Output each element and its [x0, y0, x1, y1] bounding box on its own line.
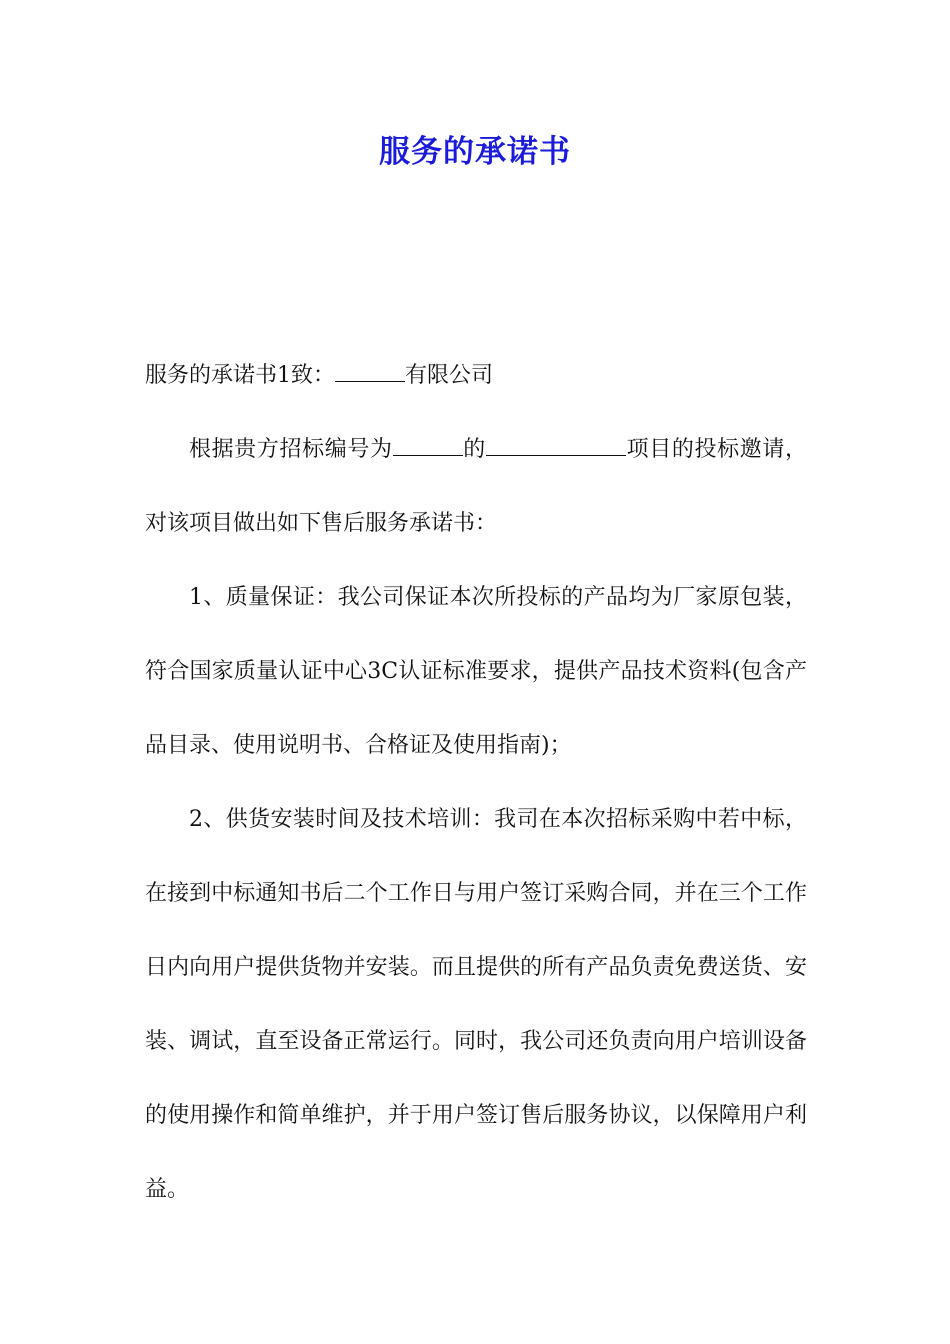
- tender-number-blank: [393, 437, 463, 456]
- project-name-blank: [486, 437, 626, 456]
- intro-part-3: 项目的投标邀请，对该项目做出如下售后服务承诺书：: [145, 437, 807, 536]
- intro-paragraph: [145, 413, 807, 561]
- item-quality-guarantee: 1、质量保证：我公司保证本次所投标的产品均为厂家原包装，符合国家质量认证中心3C认证标准要求，提供产品技术资料(包含产品目录、使用说明书、合格证及使用指南)；: [145, 585, 807, 758]
- salutation-suffix: 有限公司: [405, 363, 494, 388]
- intro-part-2: 的: [462, 437, 486, 462]
- document-body: [145, 339, 807, 1227]
- item-delivery-training: 2、供货安装时间及技术培训：我司在本次招标采购中若中标，在接到中标通知书后二个工作日与用户签订采购合同，并在三个工作日内向用户提供货物并安装。而且提供的所有产品负责免费送货、安装、调试，直至设备正常运行。同时，我公司还负责向用户培训设备的使用操作和简单维护，并于用户签订售后服务协议，以保障用户利益。: [145, 807, 807, 1202]
- intro-part-1: 根据贵方招标编号为: [189, 437, 393, 462]
- document-title: 服务的承诺书: [379, 134, 571, 170]
- salutation-prefix: 服务的承诺书1致：: [145, 363, 335, 388]
- company-name-blank: [335, 363, 405, 382]
- salutation-line: [145, 339, 807, 413]
